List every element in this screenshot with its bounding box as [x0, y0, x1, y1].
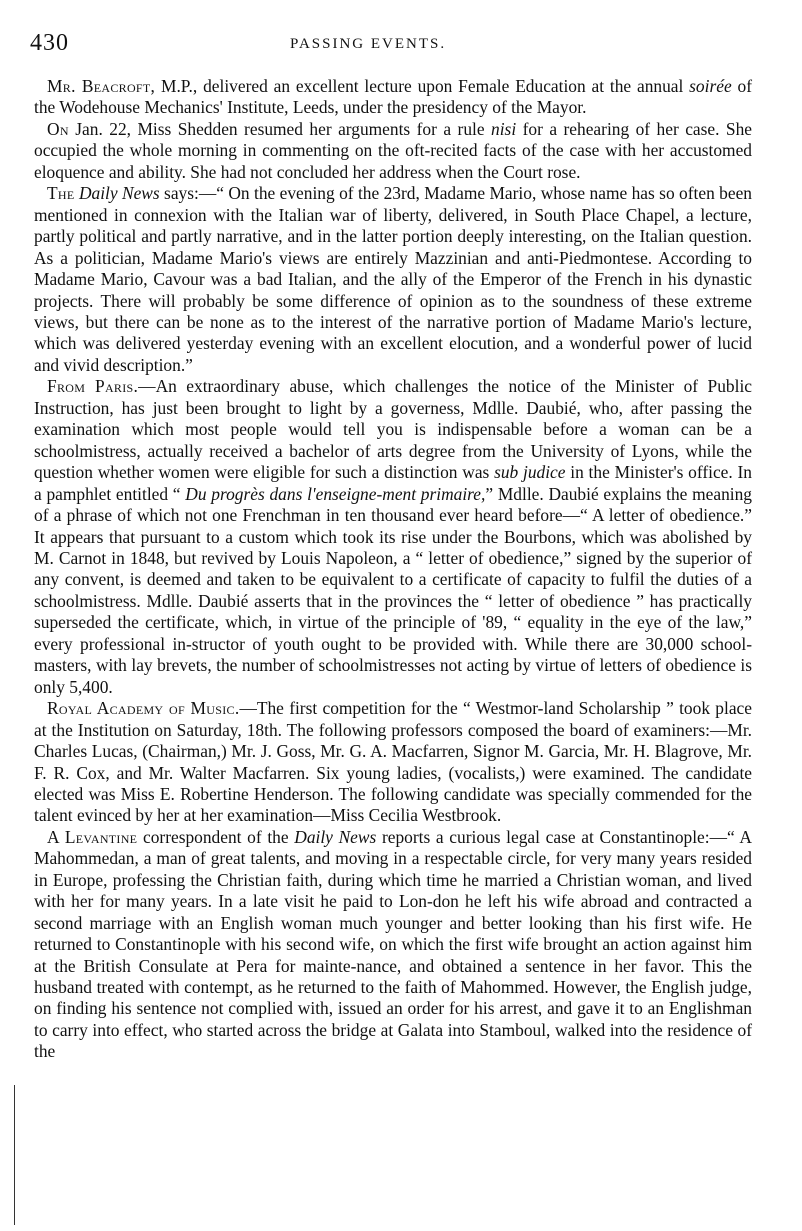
paragraph-text: correspondent of the [137, 826, 295, 847]
paragraph-shedden [34, 119, 752, 183]
paragraph-levantine [34, 827, 752, 1063]
paragraph-text: Jan. 22, Miss Shedden resumed her arguments for a rule [68, 118, 492, 139]
paragraph-lead: From Paris. [47, 376, 139, 397]
paragraph-text: ” Mdlle. Daubié explains the meaning of a phrase of which not one Frenchman in ten thousand ever heard before—“ A letter of obedience.” It appears that pursuant to a custom which took its rise under the Bourbons, which was abolished by M. Carnot in 1848, but revived by Louis Napoleon, a “ letter of obedience,” signed by the superior of any convent, is deemed and taken to be equivalent to a certificate of capacity to fulfil the duties of a schoolmistress. Mdlle. Daubié asserts that in the provinces the “ letter of obedience ” has practically superseded the certificate, which, in virtue of the principle of '89, “ equality in the eye of the law,” every professional in-structor of youth ought to be provided with. While there are 30,000 school-masters, with lay brevets, the number of schoolmistresses not acting by virtue of letters of obedience is only 5,400. [34, 483, 752, 697]
paragraph-royal-academy [34, 698, 752, 827]
paragraph-lead: Mr. Beacroft, [47, 76, 156, 96]
italic-term: nisi [491, 118, 517, 139]
italic-term: Daily News [78, 183, 160, 204]
margin-rule [14, 1085, 15, 1225]
running-head: PASSING EVENTS. [290, 36, 447, 52]
paragraph-text: in the Minister's office. In a pamphlet entitled “ [34, 462, 752, 504]
italic-term: soirée [689, 76, 732, 96]
page-number: 430 [30, 30, 69, 56]
paragraph-lead: Royal Academy of Music. [47, 698, 240, 719]
paragraph-text: reports a curious legal case at Constantinople:—“ A Mahommedan, a man of great talents, and moving in a respectable circle, for very many years resided in Europe, professing the Christian faith, during which time he married a Christian woman, and lived with her for many years. In a late visit he paid to Lon-don he left his wife abroad and contracted a second marriage with an English woman much younger and better looking than his first wife. He returned to Constantinople with his second wife, on which the first wife brought an action against him at the British Consulate at Pera for mainte-nance, and obtained a sentence in her favor. This the husband treated with contempt, as he returned to the faith of Mahommed. However, the English judge, on finding his sentence not complied with, issued an order for his arrest, and gave it to an Englishman to carry into effect, who started across the bridge at Galata into Stamboul, walked into the residence of the [34, 826, 752, 1062]
paragraph-text: says:—“ On the evening of the 23rd, Madame Mario, whose name has so often been mentioned in connexion with the Italian war of liberty, delivered, in South Place Chapel, a lecture, partly political and partly narrative, and in the latter portion deeply interesting, on the Italian question. As a politician, Madame Mario's views are entirely Mazzinian and anti-Piedmontese. According to Madame Mario, Cavour was a bad Italian, and the ally of the Emperor of the French in his dynastic projects. There will probably be some difference of opinion as to the soundness of these extreme views, but there can be none as to the interest of the narrative portion of Madame Mario's lecture, which was delivered yesterday evening with an excellent elocution, and a wonderful power of lucid and vivid description.” [34, 183, 752, 375]
article-body [34, 76, 752, 1063]
italic-term: Daily News [294, 826, 377, 847]
italic-term: sub judice [494, 462, 566, 483]
paragraph-lead: On [47, 118, 69, 139]
paragraph-text: —An extraordinary abuse, which challenges the notice of the Minister of Public Instruction, has just been brought to light by a governess, Mdlle. Daubié, who, after passing the examination which most people would tell you is indispensable before a woman can be a schoolmistress, actually received a bachelor of arts degree from the University of Lyons, while the question whether women were eligible for such a distinction was [34, 376, 752, 483]
paragraph-lead: A Levantine [47, 826, 138, 847]
paragraph-text: M.P., delivered an excellent lecture upon Female Education at the annual [155, 76, 690, 96]
italic-term: Du progrès dans l'enseigne-ment primaire, [185, 483, 486, 504]
paragraph-text: of the Wodehouse Mechanics' Institute, Leeds, under the presidency of the Mayor. [34, 76, 752, 118]
paragraph-text: —The first competition for the “ Westmor-land Scholarship ” took place at the Institution on Saturday, 18th. The following professors composed the board of examiners:—Mr. Charles Lucas, (Chairman,) Mr. J. Goss, Mr. G. A. Macfarren, Signor M. Garcia, Mr. H. Blagrove, Mr. F. R. Cox, and Mr. Walter Macfarren. Six young ladies, (vocalists,) were examined. The candidate elected was Miss E. Robertine Henderson. The following candidate was specially commended for the talent evinced by her at her examination—Miss Cecilia Westbrook. [34, 698, 752, 826]
page-header [30, 30, 770, 60]
paragraph-from-paris [34, 376, 752, 698]
paragraph-daily-news-mario [34, 183, 752, 376]
paragraph-lead: The [47, 183, 75, 204]
paragraph-beacroft [34, 76, 752, 119]
paragraph-text: for a rehearing of her case. She occupied the whole morning in commenting on the oft-recited facts of the case with her accustomed eloquence and ability. She had not concluded her address when the Court rose. [34, 118, 753, 182]
